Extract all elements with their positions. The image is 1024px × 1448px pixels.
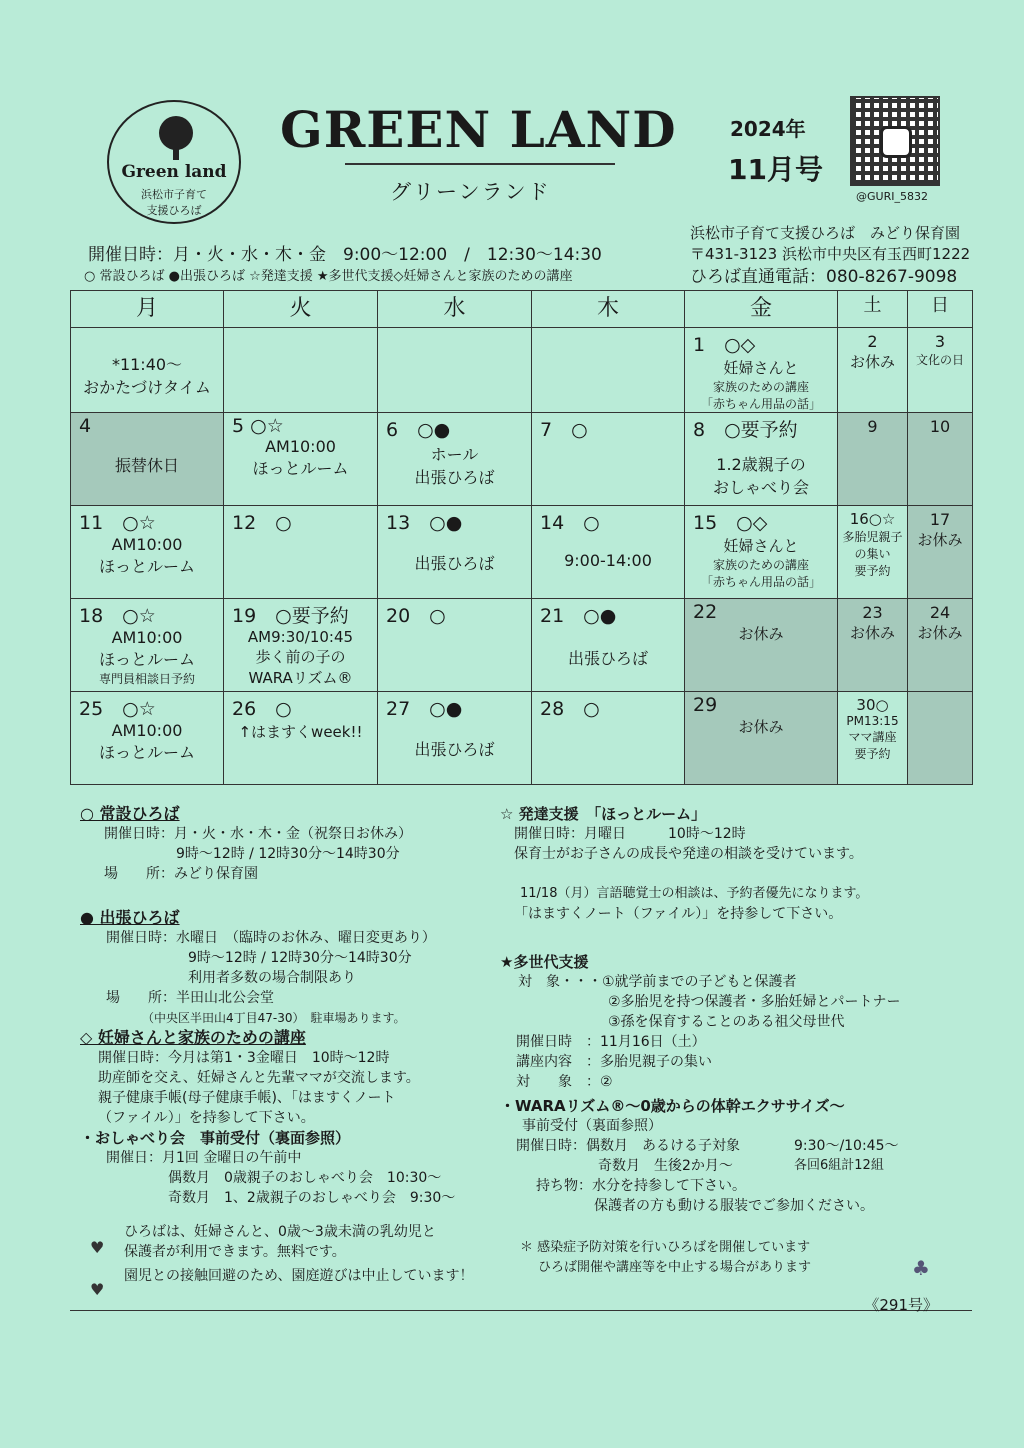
day-number: 9: [867, 417, 878, 436]
day-note: 振替休日: [114, 456, 179, 475]
day-note: 多胎児親子: [842, 530, 903, 544]
org-address: 〒431-3123 浜松市中央区有玉西町1222: [690, 245, 971, 263]
day-note: AM10:00: [111, 535, 183, 554]
section-title: ◇ 妊婦さんと家族のための講座: [80, 1028, 306, 1047]
day-note: 要予約: [854, 747, 891, 761]
day-number: 16○☆: [849, 510, 896, 528]
day-cell: [908, 692, 973, 785]
tree-icon: [159, 116, 193, 150]
section-text: 9:30〜/10:45〜: [794, 1138, 899, 1154]
day-note: ホール: [430, 445, 479, 464]
section-title: ・おしゃべり会 事前受付（裏面参照）: [80, 1129, 351, 1147]
day-note: 家族のための講座: [712, 558, 809, 572]
day-cell: [71, 413, 224, 506]
week-4: [71, 599, 973, 692]
day-cell: [71, 599, 224, 692]
left-column: [80, 804, 490, 1286]
section-line: 9時〜12時 / 12時30分〜14時30分: [188, 950, 412, 966]
day-note: 9:00-14:00: [564, 551, 652, 570]
day-number: 20 ○: [386, 605, 446, 627]
note: 保護者が利用できます。無料です。: [124, 1244, 346, 1260]
day-number: 7 ○: [540, 419, 588, 441]
day-cell: [908, 506, 973, 599]
issue-month: 11月号: [728, 153, 823, 186]
week-2: [71, 413, 973, 506]
section-line: [500, 1156, 960, 1176]
section-title: ・WARAリズム®〜0歳からの体幹エクササイズ〜: [500, 1097, 845, 1115]
logo-name: Green land: [121, 162, 227, 182]
logo: [107, 100, 241, 224]
day-cell: [378, 413, 532, 506]
week-1: [71, 328, 973, 413]
logo-sub2: 支援ひろば: [146, 204, 202, 217]
section-line: 保護者の方も動ける服装でご参加ください。: [594, 1198, 874, 1214]
section-line: 助産師を交え、妊婦さんと先輩ママが交流します。: [98, 1070, 420, 1086]
day-note: 出張ひろば: [414, 468, 495, 487]
section-line: ②多胎児を持つ保護者・多胎妊婦とパートナー: [608, 994, 901, 1010]
day-number: 23: [862, 603, 883, 622]
note: ＊ 感染症予防対策を行いひろばを開催しています: [520, 1240, 811, 1255]
day-note: *11:40〜: [111, 355, 183, 374]
day-cell: [378, 692, 532, 785]
day-number: 19 ○要予約: [232, 605, 349, 627]
section-line: 9時〜12時 / 12時30分〜14時30分: [176, 846, 400, 862]
day-number: 10: [929, 417, 951, 436]
day-note: 出張ひろば: [414, 554, 495, 573]
note: ひろばは、妊婦さんと、0歳〜3歳未満の乳幼児と: [124, 1224, 436, 1240]
section-line: 場 所：みどり保育園: [104, 866, 258, 882]
section-line: 開催日時 ：11月16日（土）: [516, 1034, 706, 1050]
day-note: 妊婦さんと: [723, 537, 799, 555]
instagram-handle: @GURI_5832: [856, 190, 928, 203]
weekday-wed: 水: [378, 291, 532, 328]
weekday-sun: 日: [908, 291, 973, 328]
day-note: 専門員相談日予約: [98, 672, 195, 686]
section-line: 偶数月 0歳親子のおしゃべり会 10:30〜: [168, 1170, 442, 1186]
weekday-fri: 金: [685, 291, 838, 328]
day-cell: [908, 328, 973, 413]
day-number: 29: [693, 694, 718, 716]
section-title: ● 出張ひろば: [80, 908, 180, 927]
section-line: 対 象 ：②: [516, 1074, 613, 1090]
day-cell: [532, 599, 685, 692]
day-number: 2: [867, 332, 878, 351]
section-line: 親子健康手帳(母子健康手帳)、「はますくノート: [98, 1090, 396, 1106]
section-line: ③孫を保育することのある祖父母世代: [608, 1014, 845, 1030]
tree-trunk-icon: [173, 146, 179, 160]
day-cell: [685, 599, 838, 692]
footer-divider: [70, 1310, 972, 1311]
right-column: [500, 804, 960, 1278]
hours-line: 開催日時：月・火・水・木・金 9:00〜12:00 / 12:30〜14:30: [88, 245, 602, 265]
day-number: 17: [929, 510, 951, 529]
section-line: 対 象・・・①就学前までの子どもと保護者: [518, 974, 797, 990]
day-cell: [224, 413, 378, 506]
section-line: 利用者多数の場合制限あり: [188, 970, 356, 986]
day-note: 1.2歳親子の: [716, 455, 806, 474]
org-name: 浜松市子育て支援ひろば みどり保育園: [690, 224, 961, 242]
issue-number: 《291号》: [864, 1296, 938, 1314]
day-cell: [532, 328, 685, 413]
day-cell: [908, 599, 973, 692]
note: 園児との接触回避のため、園庭遊びは中止しています！: [124, 1268, 474, 1284]
day-note: おかたづけタイム: [83, 378, 211, 397]
section-line: 開催日時：今月は第1・3金曜日 10時〜12時: [98, 1050, 390, 1066]
day-cell: [838, 328, 908, 413]
day-number: 27 ○●: [386, 698, 463, 720]
day-cell: [71, 692, 224, 785]
day-cell: [224, 506, 378, 599]
day-note: ↑はますくweek!!: [238, 723, 363, 741]
logo-sub1: 浜松市子育て: [141, 188, 207, 201]
day-cell: [838, 599, 908, 692]
day-number: 26 ○: [232, 698, 292, 720]
section-line: 「はますくノート（ファイル）」を持参して下さい。: [514, 906, 843, 922]
day-note: 家族のための講座: [712, 380, 809, 394]
weekday-mon: 月: [71, 291, 224, 328]
day-cell: [224, 599, 378, 692]
day-note: ほっとルーム: [98, 557, 195, 576]
day-number: 13 ○●: [386, 512, 463, 534]
section-line: 開催日時：月曜日 10時〜12時: [514, 826, 746, 842]
section-title: ☆ 発達支援 「ほっとルーム」: [500, 805, 707, 823]
section-text: 各回6組計12組: [794, 1158, 884, 1173]
section-line: 場 所：半田山北公会堂: [106, 990, 274, 1006]
note: ひろば開催や講座等を中止する場合があります: [538, 1260, 812, 1275]
section-line: （ファイル）」を持参して下さい。: [98, 1110, 315, 1126]
heart-icon: ♥: [90, 1238, 105, 1257]
day-note: 「赤ちゃん用品の話」: [700, 575, 821, 589]
day-cell: [224, 328, 378, 413]
instagram-icon: [880, 126, 912, 158]
day-number: 18 ○☆: [79, 605, 156, 627]
day-note: 「赤ちゃん用品の話」: [700, 397, 821, 411]
day-note: お休み: [849, 624, 895, 642]
day-number: 25 ○☆: [79, 698, 156, 720]
day-note: ほっとルーム: [252, 459, 349, 478]
day-number: 3: [934, 332, 946, 351]
day-cell: [532, 692, 685, 785]
day-cell: [685, 692, 838, 785]
weekday-header: [71, 291, 973, 328]
day-number: 11 ○☆: [79, 512, 156, 534]
section-line: 事前受付（裏面参照）: [522, 1118, 662, 1134]
legend-line: ○ 常設ひろば ●出張ひろば ☆発達支援 ★多世代支援◇妊婦さんと家族のための講座: [84, 269, 573, 284]
day-note: ママ講座: [848, 730, 897, 744]
calendar-table: [70, 290, 973, 785]
section-line: 開催日時：水曜日 （臨時のお休み、曜日変更あり）: [106, 930, 436, 946]
weekday-thu: 木: [532, 291, 685, 328]
day-number: 14 ○: [540, 512, 600, 534]
day-number: 8 ○要予約: [693, 419, 798, 441]
day-note: 出張ひろば: [414, 740, 495, 759]
section-line: 開催日時：月・火・水・木・金（祝祭日お休み）: [104, 826, 412, 842]
day-note: 歩く前の子の: [255, 648, 346, 666]
day-note: お休み: [738, 718, 784, 736]
day-note: PM13:15: [846, 714, 899, 728]
day-cell: [838, 413, 908, 506]
day-note: お休み: [738, 625, 784, 643]
day-note: AM10:00: [111, 721, 183, 740]
section-line: 持ち物：水分を持参して下さい。: [536, 1178, 746, 1194]
day-number: 5 ○☆: [232, 415, 284, 437]
day-note: AM10:00: [111, 628, 183, 647]
day-cell: [378, 599, 532, 692]
week-3: [71, 506, 973, 599]
section-title: ○ 常設ひろば: [80, 804, 180, 823]
day-number: 30○: [856, 696, 889, 714]
day-cell: [532, 413, 685, 506]
day-note: AM9:30/10:45: [247, 628, 354, 646]
day-number: 12 ○: [232, 512, 292, 534]
day-cell: [838, 692, 908, 785]
day-number: 15 ○◇: [693, 512, 768, 534]
clover-icon: ♣: [912, 1256, 930, 1280]
day-cell: [685, 413, 838, 506]
title-divider: [345, 163, 615, 165]
day-cell: [71, 506, 224, 599]
weekday-sat: 土: [838, 291, 908, 328]
title-kana: グリーンランド: [390, 180, 551, 204]
section-title: ★多世代支援: [500, 953, 589, 971]
day-number: 24: [929, 603, 951, 622]
day-note: お休み: [917, 624, 963, 642]
day-cell: [378, 506, 532, 599]
day-number: 1 ○◇: [693, 334, 756, 356]
section-text: 奇数月 生後2か月〜: [598, 1158, 733, 1174]
section-line: [500, 1136, 960, 1156]
day-cell: [224, 692, 378, 785]
section-line: 11/18（月）言語聴覚士の相談は、予約者優先になります。: [520, 886, 869, 901]
page-title: GREEN LAND: [280, 100, 677, 159]
day-note: お休み: [849, 353, 895, 371]
day-cell: [71, 328, 224, 413]
day-note: お休み: [917, 531, 963, 549]
day-note: おしゃべり会: [712, 478, 809, 497]
week-5: [71, 692, 973, 785]
weekday-tue: 火: [224, 291, 378, 328]
day-note: 妊婦さんと: [723, 359, 799, 377]
org-phone: ひろば直通電話：080-8267-9098: [690, 267, 958, 287]
day-cell: [838, 506, 908, 599]
day-cell: [685, 328, 838, 413]
day-note: AM10:00: [265, 437, 336, 456]
day-cell: [685, 506, 838, 599]
section-line: 講座内容 ：多胎児親子の集い: [516, 1054, 712, 1070]
day-note: 出張ひろば: [567, 649, 648, 668]
section-line: 奇数月 1、2歳親子のおしゃべり会 9:30〜: [168, 1190, 456, 1206]
section-line: 保育士がお子さんの成長や発達の相談を受けています。: [514, 846, 863, 862]
day-note: 要予約: [854, 564, 891, 578]
day-note: 文化の日: [915, 353, 964, 367]
heart-icon: ♥: [90, 1280, 105, 1299]
day-note: WARAリズム®: [248, 669, 353, 687]
day-number: 28 ○: [540, 698, 600, 720]
section-text: 開催日時：偶数月 あるける子対象: [516, 1138, 740, 1154]
day-number: 6 ○●: [386, 419, 451, 441]
day-cell: [908, 413, 973, 506]
day-cell: [378, 328, 532, 413]
day-number: 4: [79, 415, 92, 437]
day-number: 21 ○●: [540, 605, 617, 627]
section-line: 開催日：月1回 金曜日の午前中: [106, 1150, 302, 1166]
day-note: の集い: [854, 547, 891, 561]
day-note: ほっとルーム: [98, 650, 195, 669]
issue-year: 2024年: [730, 117, 806, 141]
day-note: ほっとルーム: [98, 743, 195, 762]
section-line: （中央区半田山4丁目47-30） 駐車場あります。: [142, 1011, 406, 1025]
day-cell: [532, 506, 685, 599]
day-number: 22: [693, 601, 718, 623]
